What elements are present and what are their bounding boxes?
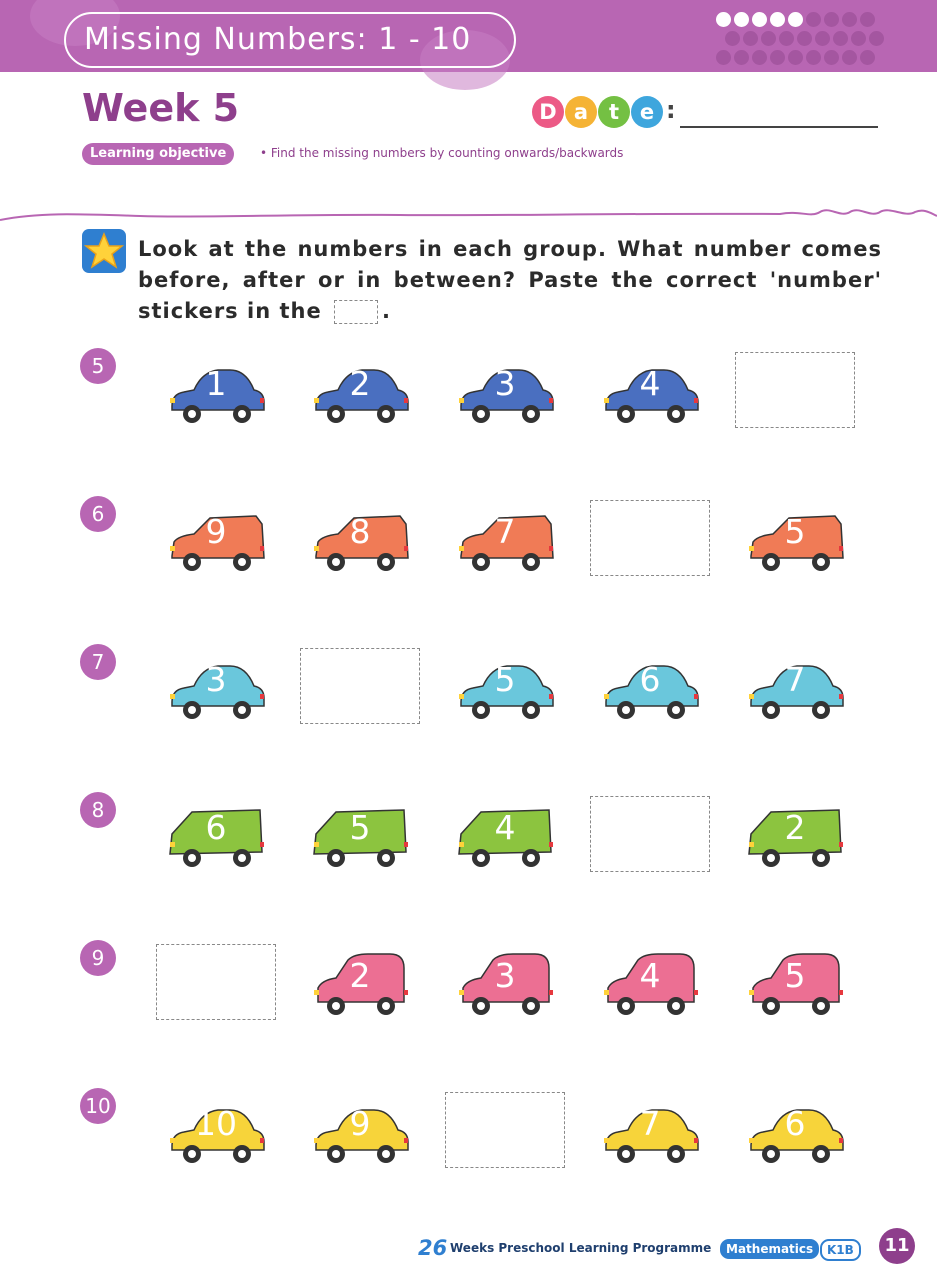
week-label: Week 5	[82, 86, 240, 130]
row-number-badge: 7	[80, 644, 116, 680]
dot-decoration	[788, 50, 803, 65]
car-icon	[600, 1153, 700, 1172]
dot-decoration	[860, 12, 875, 27]
car-number: 3	[494, 364, 516, 403]
car-icon	[455, 1005, 555, 1024]
car-number-card	[745, 802, 845, 872]
car-number: 6	[205, 808, 227, 847]
car-number-card	[455, 358, 555, 428]
sticker-answer-box[interactable]	[300, 648, 420, 724]
dot-decoration	[788, 12, 803, 27]
car-number: 4	[639, 364, 661, 403]
car-number-card	[310, 802, 410, 872]
star-icon	[82, 229, 126, 273]
car-icon	[455, 413, 555, 432]
car-icon	[310, 1005, 410, 1024]
sticker-answer-box[interactable]	[156, 944, 276, 1020]
car-number: 5	[784, 956, 806, 995]
date-letter-t: t	[598, 96, 630, 128]
car-number-card	[745, 654, 845, 724]
dot-decoration	[734, 50, 749, 65]
dot-decoration	[806, 12, 821, 27]
car-icon	[600, 1005, 700, 1024]
header-band	[0, 0, 937, 72]
footer-subject-badge: Mathematics	[720, 1239, 819, 1259]
car-number-card	[166, 1098, 266, 1168]
car-number: 4	[494, 808, 516, 847]
car-number-card	[166, 654, 266, 724]
car-number-card	[600, 654, 700, 724]
dot-decoration	[779, 31, 794, 46]
date-letter-d: D	[532, 96, 564, 128]
dot-decoration	[752, 12, 767, 27]
dot-decoration	[851, 31, 866, 46]
sticker-answer-box[interactable]	[445, 1092, 565, 1168]
car-icon	[310, 857, 410, 876]
dot-decoration	[842, 50, 857, 65]
car-number-card	[310, 1098, 410, 1168]
car-number: 2	[784, 808, 806, 847]
car-icon	[166, 709, 266, 728]
car-number-card	[745, 506, 845, 576]
car-number: 4	[639, 956, 661, 995]
wavy-divider	[0, 200, 937, 228]
car-icon	[166, 857, 266, 876]
dot-decoration	[752, 50, 767, 65]
sticker-answer-box[interactable]	[735, 352, 855, 428]
car-number: 9	[349, 1104, 371, 1143]
instruction-text	[138, 234, 882, 327]
car-number: 2	[349, 364, 371, 403]
row-number-badge: 5	[80, 348, 116, 384]
date-letter-a: a	[565, 96, 597, 128]
dot-decoration	[761, 31, 776, 46]
car-number-card	[310, 506, 410, 576]
footer-level-badge: K1B	[820, 1239, 861, 1261]
car-icon	[745, 857, 845, 876]
car-number-card	[745, 950, 845, 1020]
instruction-main: Look at the numbers in each group. What number comes before, after or in between? Paste the correct 'number' stickers in the	[138, 237, 882, 323]
car-icon	[600, 709, 700, 728]
dot-decoration	[716, 50, 731, 65]
row-number-badge: 9	[80, 940, 116, 976]
car-number: 1	[205, 364, 227, 403]
car-icon	[310, 413, 410, 432]
car-icon	[745, 709, 845, 728]
car-number-card	[600, 950, 700, 1020]
car-number: 7	[494, 512, 516, 551]
car-number: 5	[494, 660, 516, 699]
car-icon	[166, 1153, 266, 1172]
car-number-card	[455, 802, 555, 872]
car-icon	[455, 561, 555, 580]
car-icon	[745, 561, 845, 580]
car-number: 9	[205, 512, 227, 551]
worksheet-title: Missing Numbers: 1 - 10	[64, 12, 516, 68]
car-number-card	[455, 654, 555, 724]
dot-decoration	[770, 12, 785, 27]
car-number: 6	[784, 1104, 806, 1143]
car-number: 3	[205, 660, 227, 699]
dot-decoration	[842, 12, 857, 27]
car-number-card	[310, 358, 410, 428]
dot-decoration	[770, 50, 785, 65]
sticker-answer-box[interactable]	[590, 796, 710, 872]
car-icon	[455, 857, 555, 876]
page-number: 11	[879, 1228, 915, 1264]
instruction-end: .	[382, 299, 391, 323]
car-number-card	[310, 950, 410, 1020]
sticker-box-example	[334, 300, 378, 324]
dot-decoration	[797, 31, 812, 46]
car-number: 3	[494, 956, 516, 995]
date-letter-e: e	[631, 96, 663, 128]
car-icon	[310, 1153, 410, 1172]
dot-decoration	[725, 31, 740, 46]
footer-programme: Weeks Preschool Learning Programme	[450, 1241, 712, 1255]
dot-decoration	[833, 31, 848, 46]
car-icon	[455, 709, 555, 728]
car-number-card	[745, 1098, 845, 1168]
car-number: 7	[784, 660, 806, 699]
dot-decoration	[806, 50, 821, 65]
car-number: 6	[639, 660, 661, 699]
car-number: 8	[349, 512, 371, 551]
car-number-card	[166, 506, 266, 576]
dot-decoration	[716, 12, 731, 27]
car-number-card	[166, 802, 266, 872]
row-number-badge: 10	[80, 1088, 116, 1124]
dot-decoration	[734, 12, 749, 27]
car-number: 10	[195, 1104, 237, 1143]
footer-weeks-number: 26	[418, 1236, 448, 1260]
car-number-card	[600, 358, 700, 428]
learning-objective-text: • Find the missing numbers by counting onwards/backwards	[260, 146, 624, 160]
car-number: 2	[349, 956, 371, 995]
car-number: 7	[639, 1104, 661, 1143]
car-icon	[745, 1005, 845, 1024]
sticker-answer-box[interactable]	[590, 500, 710, 576]
dot-decoration	[815, 31, 830, 46]
car-icon	[745, 1153, 845, 1172]
car-number: 5	[784, 512, 806, 551]
car-number-card	[166, 358, 266, 428]
car-icon	[600, 413, 700, 432]
row-number-badge: 6	[80, 496, 116, 532]
dot-decoration	[743, 31, 758, 46]
dot-decoration	[824, 12, 839, 27]
car-icon	[310, 561, 410, 580]
car-number-card	[455, 950, 555, 1020]
learning-objective-badge: Learning objective	[82, 143, 234, 165]
dot-decoration	[860, 50, 875, 65]
car-icon	[166, 561, 266, 580]
dot-decoration	[824, 50, 839, 65]
car-number: 5	[349, 808, 371, 847]
row-number-badge: 8	[80, 792, 116, 828]
car-number-card	[455, 506, 555, 576]
car-number-card	[600, 1098, 700, 1168]
date-write-line[interactable]	[680, 126, 878, 128]
date-colon: :	[666, 96, 676, 124]
car-icon	[166, 413, 266, 432]
dot-decoration	[869, 31, 884, 46]
